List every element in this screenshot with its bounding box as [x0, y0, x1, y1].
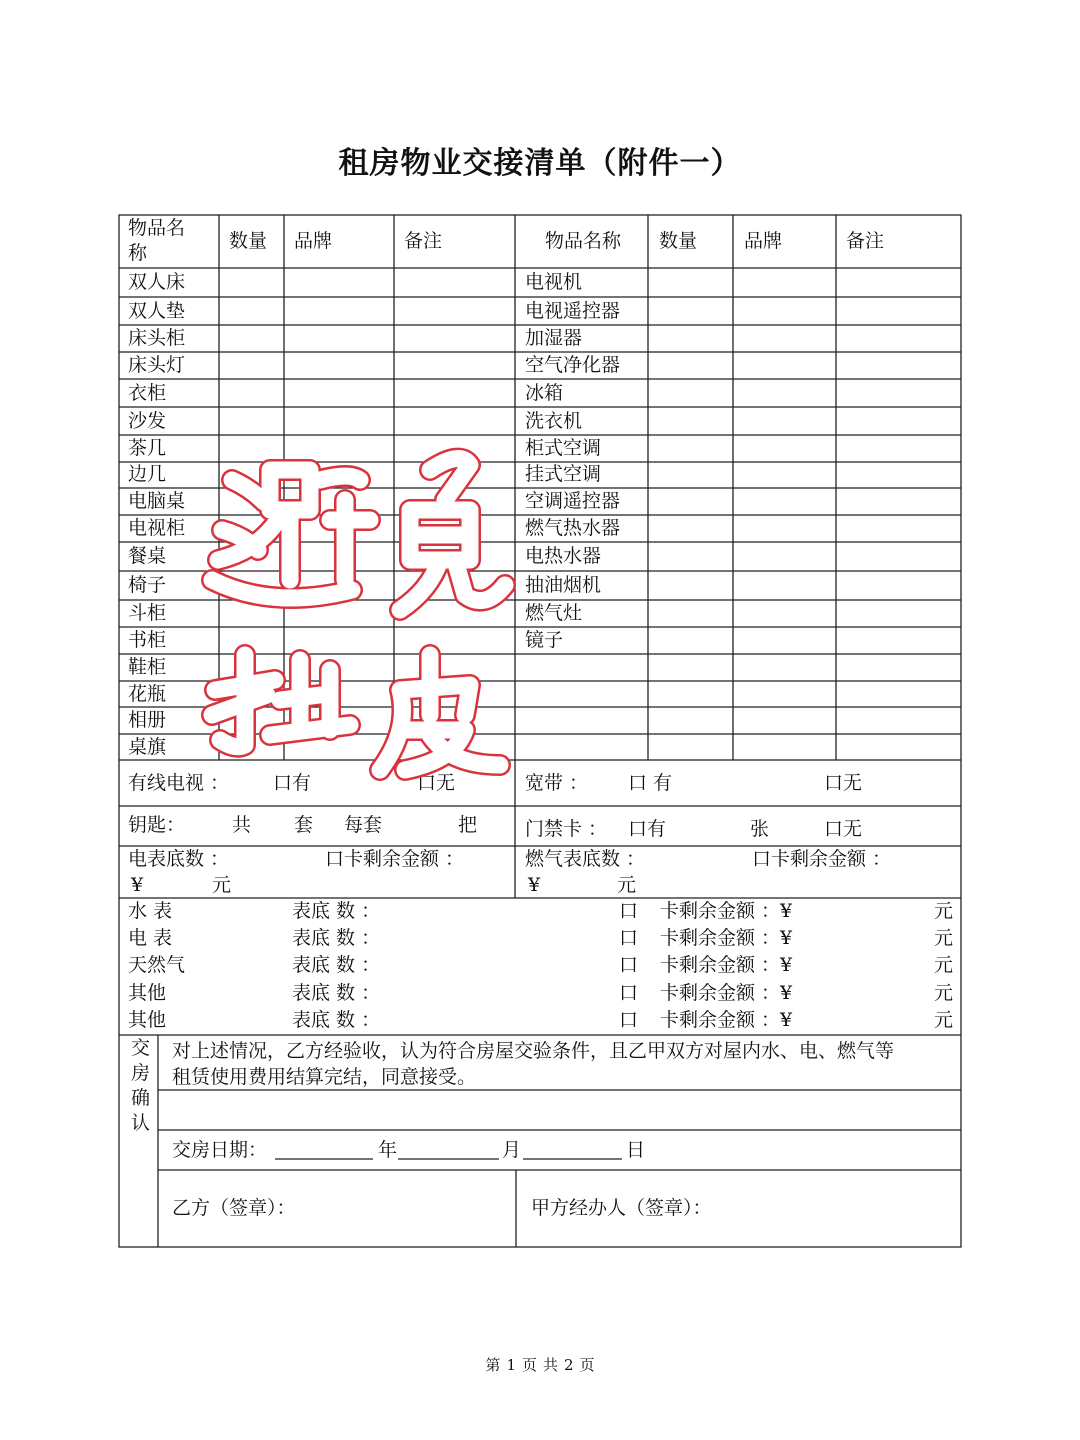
footer-gong: 共 [543, 1356, 559, 1374]
list-item: 挂式空调 [525, 463, 602, 485]
list-item: 空气净化器 [525, 354, 621, 376]
meter-row-base: 表底 数 ： [292, 900, 381, 922]
confirm-statement-line1: 对上述情况，乙方经验收，认为符合房屋交验条件，且乙甲双方对屋内水、电、燃气等 [172, 1040, 895, 1062]
meter-row-name: 其他 [128, 1009, 167, 1031]
party-a-signature-label: 甲方经办人（签章）： [531, 1197, 712, 1219]
overlay-char-che [212, 655, 350, 747]
confirm-statement-line2: 租赁使用费用结算完结，同意接受。 [172, 1066, 477, 1088]
meter-row-card: 卡剩余金额 ：¥ [660, 954, 793, 976]
list-item: 电热水器 [525, 545, 602, 567]
list-item: 电视柜 [128, 517, 186, 539]
handover-date-label: 交房日期： [172, 1139, 268, 1161]
cable-tv-label: 有线电视 ： [128, 772, 230, 794]
header-item-name-left-cont: 称 [128, 242, 148, 264]
list-item: 洗衣机 [525, 410, 583, 432]
header-qty-right: 数量 [659, 230, 698, 252]
confirm-side-label: 房 [131, 1062, 151, 1084]
meter-row-yuan: 元 [934, 1009, 954, 1031]
header-brand-right: 品牌 [744, 230, 783, 252]
meter-row-card: 卡剩余金额 ：¥ [660, 927, 793, 949]
meter-row-yuan: 元 [934, 927, 954, 949]
list-item: 双人垫 [128, 300, 186, 322]
list-item: 衣柜 [128, 382, 167, 404]
meter-row-name: 天然气 [128, 954, 186, 976]
meter-row-checkbox[interactable]: 口 [619, 1009, 639, 1031]
meter-row-checkbox[interactable]: 口 [619, 900, 639, 922]
list-item: 边几 [128, 463, 167, 485]
header-brand-left: 品牌 [294, 230, 333, 252]
list-item: 花瓶 [128, 683, 167, 705]
meter-row-name: 电 表 [128, 927, 173, 949]
electric-card-balance-label: 口卡剩余金额 ： [325, 848, 465, 870]
keys-label: 钥匙： [128, 814, 186, 836]
list-item: 桌旗 [128, 736, 167, 758]
list-item: 鞋柜 [128, 656, 167, 678]
header-note-left: 备注 [404, 230, 443, 252]
keys-sets-text: 套 [294, 814, 314, 836]
meter-row-yuan: 元 [934, 954, 954, 976]
footer-total-pages: 2 [564, 1356, 574, 1374]
date-day-unit: 日 [626, 1139, 646, 1161]
meter-row-name: 水 表 [128, 900, 173, 922]
broadband-yes-option[interactable]: 口 有 [628, 772, 673, 794]
gas-yen-sign: ¥ [528, 874, 541, 896]
document-title: 租房物业交接清单（附件一） [338, 146, 742, 181]
meter-row-base: 表底 数 ： [292, 1009, 381, 1031]
access-card-no-option[interactable]: 口无 [824, 818, 863, 840]
overlay-char-bi [212, 470, 370, 598]
access-card-count-unit: 张 [750, 818, 770, 840]
list-item: 燃气热水器 [525, 517, 621, 539]
list-item: 冰箱 [525, 382, 564, 404]
header-item-name-right: 物品名称 [545, 230, 622, 252]
access-card-label: 门禁卡 ： [525, 818, 608, 840]
list-item: 电视机 [525, 271, 583, 293]
meter-row-card: 卡剩余金额 ：¥ [660, 982, 793, 1004]
list-item: 电视遥控器 [525, 300, 621, 322]
confirm-side-label: 认 [131, 1112, 151, 1134]
date-month-unit: 月 [502, 1139, 522, 1161]
list-item: 空调遥控器 [525, 490, 621, 512]
list-item: 燃气灶 [525, 602, 583, 624]
header-qty-left: 数量 [229, 230, 268, 252]
list-item: 床头灯 [128, 354, 186, 376]
electric-meter-label: 电表底数 ： [128, 848, 230, 870]
list-item: 斗柜 [128, 602, 167, 624]
cable-tv-no-option[interactable]: 口无 [417, 772, 456, 794]
meter-row-checkbox[interactable]: 口 [619, 982, 639, 1004]
page-footer [0, 1354, 1080, 1375]
header-item-name-left: 物品名 [128, 217, 186, 239]
meter-row-yuan: 元 [934, 982, 954, 1004]
list-item: 双人床 [128, 271, 186, 293]
cable-tv-yes-option[interactable]: 口有 [273, 772, 312, 794]
confirm-side-label: 确 [131, 1087, 151, 1109]
list-item: 加湿器 [525, 327, 583, 349]
list-item: 镜子 [525, 629, 564, 651]
electric-yuan-unit: 元 [212, 874, 232, 896]
meter-row-checkbox[interactable]: 口 [619, 954, 639, 976]
broadband-no-option[interactable]: 口无 [824, 772, 863, 794]
footer-ye2: 页 [579, 1356, 595, 1374]
confirm-side-label: 交 [131, 1037, 151, 1059]
meter-row-checkbox[interactable]: 口 [619, 927, 639, 949]
overlay-char-pi [380, 655, 500, 770]
list-item: 抽油烟机 [525, 574, 602, 596]
list-item: 电脑桌 [128, 490, 186, 512]
access-card-yes-option[interactable]: 口有 [628, 818, 667, 840]
party-b-signature-label: 乙方（签章）： [172, 1197, 296, 1219]
electric-yen-sign: ¥ [131, 874, 144, 896]
meter-row-name: 其他 [128, 982, 167, 1004]
meter-row-card: 卡剩余金额 ：¥ [660, 1009, 793, 1031]
list-item: 餐桌 [128, 545, 167, 567]
list-item: 茶几 [128, 437, 167, 459]
meter-row-base: 表底 数 ： [292, 982, 381, 1004]
meter-row-yuan: 元 [934, 900, 954, 922]
keys-per-set-text: 每套 [344, 814, 383, 836]
footer-ye: 页 [521, 1356, 537, 1374]
overlay-char-mian [400, 459, 505, 610]
keys-unit-text: 把 [458, 814, 478, 836]
header-note-right: 备注 [846, 230, 885, 252]
list-item: 相册 [128, 709, 167, 731]
list-item: 柜式空调 [525, 437, 602, 459]
list-item: 床头柜 [128, 327, 186, 349]
meter-row-base: 表底 数 ： [292, 927, 381, 949]
broadband-label: 宽带 ： [525, 772, 589, 794]
list-item: 沙发 [128, 410, 167, 432]
list-item: 椅子 [128, 574, 167, 596]
footer-di: 第 [485, 1356, 501, 1374]
meter-row-card: 卡剩余金额 ：¥ [660, 900, 793, 922]
date-year-unit: 年 [378, 1139, 398, 1161]
footer-page-number: 1 [506, 1356, 516, 1374]
keys-total-text: 共 [232, 814, 252, 836]
gas-yuan-unit: 元 [617, 874, 637, 896]
list-item: 书柜 [128, 629, 167, 651]
meter-row-base: 表底 数 ： [292, 954, 381, 976]
gas-meter-label: 燃气表底数 ： [525, 848, 646, 870]
gas-card-balance-label: 口卡剩余金额 ： [752, 848, 892, 870]
